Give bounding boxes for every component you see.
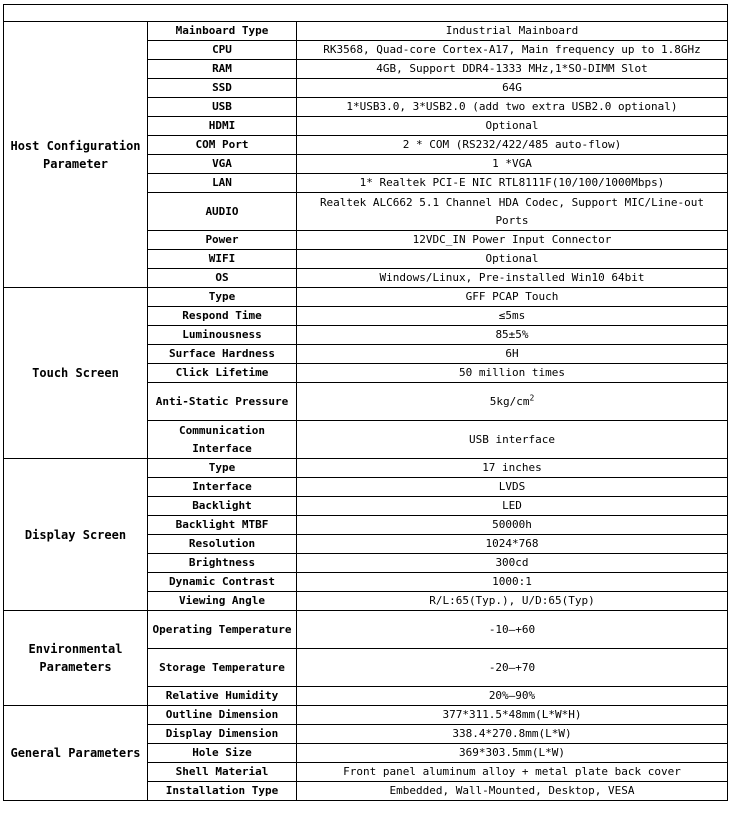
table-title	[4, 5, 728, 22]
spec-label: COM Port	[148, 136, 297, 155]
section-name: General Parameters	[4, 706, 148, 801]
spec-label: Outline Dimension	[148, 706, 297, 725]
spec-label: Type	[148, 288, 297, 307]
spec-label: Viewing Angle	[148, 592, 297, 611]
spec-value: 4GB, Support DDR4-1333 MHz,1*SO-DIMM Slot	[297, 60, 728, 79]
spec-label: Luminousness	[148, 326, 297, 345]
spec-label: SSD	[148, 79, 297, 98]
spec-label: Power	[148, 231, 297, 250]
spec-value: -10—+60	[297, 611, 728, 649]
spec-label: Relative Humidity	[148, 687, 297, 706]
spec-value: R/L:65(Typ.), U/D:65(Typ)	[297, 592, 728, 611]
spec-label: Anti-Static Pressure	[148, 383, 297, 421]
spec-label: Operating Temperature	[148, 611, 297, 649]
spec-value: 1 *VGA	[297, 155, 728, 174]
table-row	[4, 288, 728, 307]
spec-value: 1000:1	[297, 573, 728, 592]
section-name: Touch Screen	[4, 288, 148, 459]
spec-value: 1024*768	[297, 535, 728, 554]
spec-label: Display Dimension	[148, 725, 297, 744]
section-name: Environmental Parameters	[4, 611, 148, 706]
spec-label: Dynamic Contrast	[148, 573, 297, 592]
spec-value: LED	[297, 497, 728, 516]
spec-label: Interface	[148, 478, 297, 497]
spec-label: LAN	[148, 174, 297, 193]
spec-table	[3, 4, 728, 801]
spec-value-superscript: 2	[529, 392, 535, 402]
spec-value: ≤5ms	[297, 307, 728, 326]
spec-label: Hole Size	[148, 744, 297, 763]
spec-value: Optional	[297, 250, 728, 269]
spec-label: Shell Material	[148, 763, 297, 782]
spec-value-text: 5kg/cm	[489, 394, 530, 408]
spec-label: VGA	[148, 155, 297, 174]
spec-label: Backlight MTBF	[148, 516, 297, 535]
spec-value: Industrial Mainboard	[297, 22, 728, 41]
spec-label: USB	[148, 98, 297, 117]
spec-label: RAM	[148, 60, 297, 79]
title-row	[4, 5, 728, 22]
spec-value: 1* Realtek PCI-E NIC RTL8111F(10/100/1000Mbps)	[297, 174, 728, 193]
spec-label: Click Lifetime	[148, 364, 297, 383]
spec-value: 6H	[297, 345, 728, 364]
spec-value: GFF PCAP Touch	[297, 288, 728, 307]
spec-label: Respond Time	[148, 307, 297, 326]
spec-label: OS	[148, 269, 297, 288]
spec-value: 50000h	[297, 516, 728, 535]
spec-value	[297, 383, 728, 421]
spec-value: 20%—90%	[297, 687, 728, 706]
spec-value: 85±5%	[297, 326, 728, 345]
spec-value: Optional	[297, 117, 728, 136]
spec-value: -20—+70	[297, 649, 728, 687]
spec-value: Realtek ALC662 5.1 Channel HDA Codec, Support MIC/Line-out Ports	[297, 193, 728, 231]
spec-label: Brightness	[148, 554, 297, 573]
spec-value: Front panel aluminum alloy + metal plate back cover	[297, 763, 728, 782]
spec-value: 300cd	[297, 554, 728, 573]
spec-table-body	[4, 5, 728, 801]
spec-value: 12VDC_IN Power Input Connector	[297, 231, 728, 250]
spec-value: Windows/Linux, Pre-installed Win10 64bit	[297, 269, 728, 288]
spec-label: HDMI	[148, 117, 297, 136]
section-name: Host Configuration Parameter	[4, 22, 148, 288]
spec-value: USB interface	[297, 421, 728, 459]
spec-value: 2 * COM (RS232/422/485 auto-flow)	[297, 136, 728, 155]
table-row	[4, 459, 728, 478]
spec-value: RK3568, Quad-core Cortex-A17, Main frequency up to 1.8GHz	[297, 41, 728, 60]
spec-label: Storage Temperature	[148, 649, 297, 687]
spec-label: Communication Interface	[148, 421, 297, 459]
section-name: Display Screen	[4, 459, 148, 611]
spec-label: Surface Hardness	[148, 345, 297, 364]
spec-value: 338.4*270.8mm(L*W)	[297, 725, 728, 744]
spec-label: WIFI	[148, 250, 297, 269]
spec-label: Resolution	[148, 535, 297, 554]
spec-value: 17 inches	[297, 459, 728, 478]
spec-label: Type	[148, 459, 297, 478]
spec-value: 377*311.5*48mm(L*W*H)	[297, 706, 728, 725]
spec-label: Mainboard Type	[148, 22, 297, 41]
spec-value: 64G	[297, 79, 728, 98]
spec-label: CPU	[148, 41, 297, 60]
spec-value: 1*USB3.0, 3*USB2.0 (add two extra USB2.0 optional)	[297, 98, 728, 117]
spec-value: Embedded, Wall-Mounted, Desktop, VESA	[297, 782, 728, 801]
spec-value: 369*303.5mm(L*W)	[297, 744, 728, 763]
table-row	[4, 706, 728, 725]
table-row	[4, 611, 728, 649]
table-row	[4, 22, 728, 41]
spec-value: 50 million times	[297, 364, 728, 383]
spec-label: AUDIO	[148, 193, 297, 231]
spec-value: LVDS	[297, 478, 728, 497]
spec-label: Backlight	[148, 497, 297, 516]
spec-label: Installation Type	[148, 782, 297, 801]
